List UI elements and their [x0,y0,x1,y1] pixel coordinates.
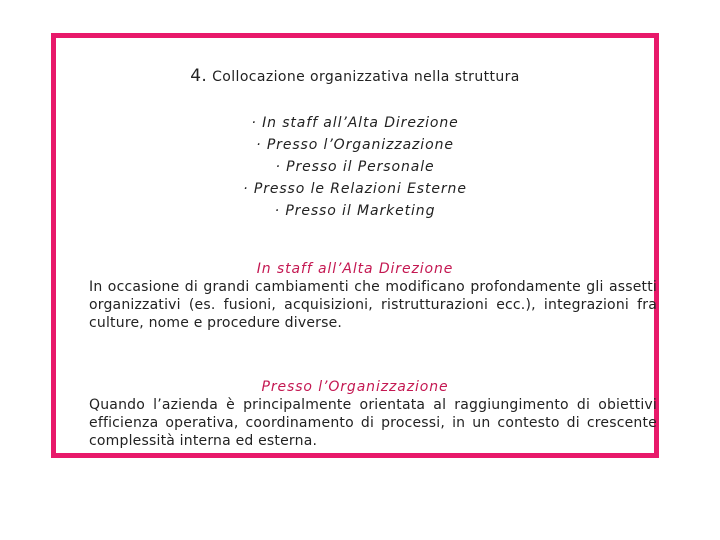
list-item: · Presso l’Organizzazione [256,137,454,153]
slide-title [56,66,654,86]
section-title-alta-direzione: In staff all’Alta Direzione [256,261,454,277]
section-title-organizzazione: Presso l’Organizzazione [261,379,449,395]
list-item: · Presso le Relazioni Esterne [243,181,467,197]
slide-frame [51,33,659,458]
location-list [56,112,654,222]
list-item: · Presso il Personale [275,159,435,175]
list-item: · Presso il Marketing [274,203,436,219]
title-number: 4. [190,66,208,86]
section-body-alta-direzione: In occasione di grandi cambiamenti che modificano profondamente gli assetti organizzativi (es. fusioni, acquisizioni, ristrutturazioni ecc.), integrazioni fra culture, nome e procedure diverse. [89,279,657,331]
section-body-organizzazione: Quando l’azienda è principalmente orientata al raggiungimento di obiettivi efficienza operativa, coordinamento di processi, in un contesto di crescente complessità interna ed esterna. [89,397,657,449]
title-text: Collocazione organizzativa nella struttura [212,69,520,85]
list-item: · In staff all’Alta Direzione [251,115,459,131]
